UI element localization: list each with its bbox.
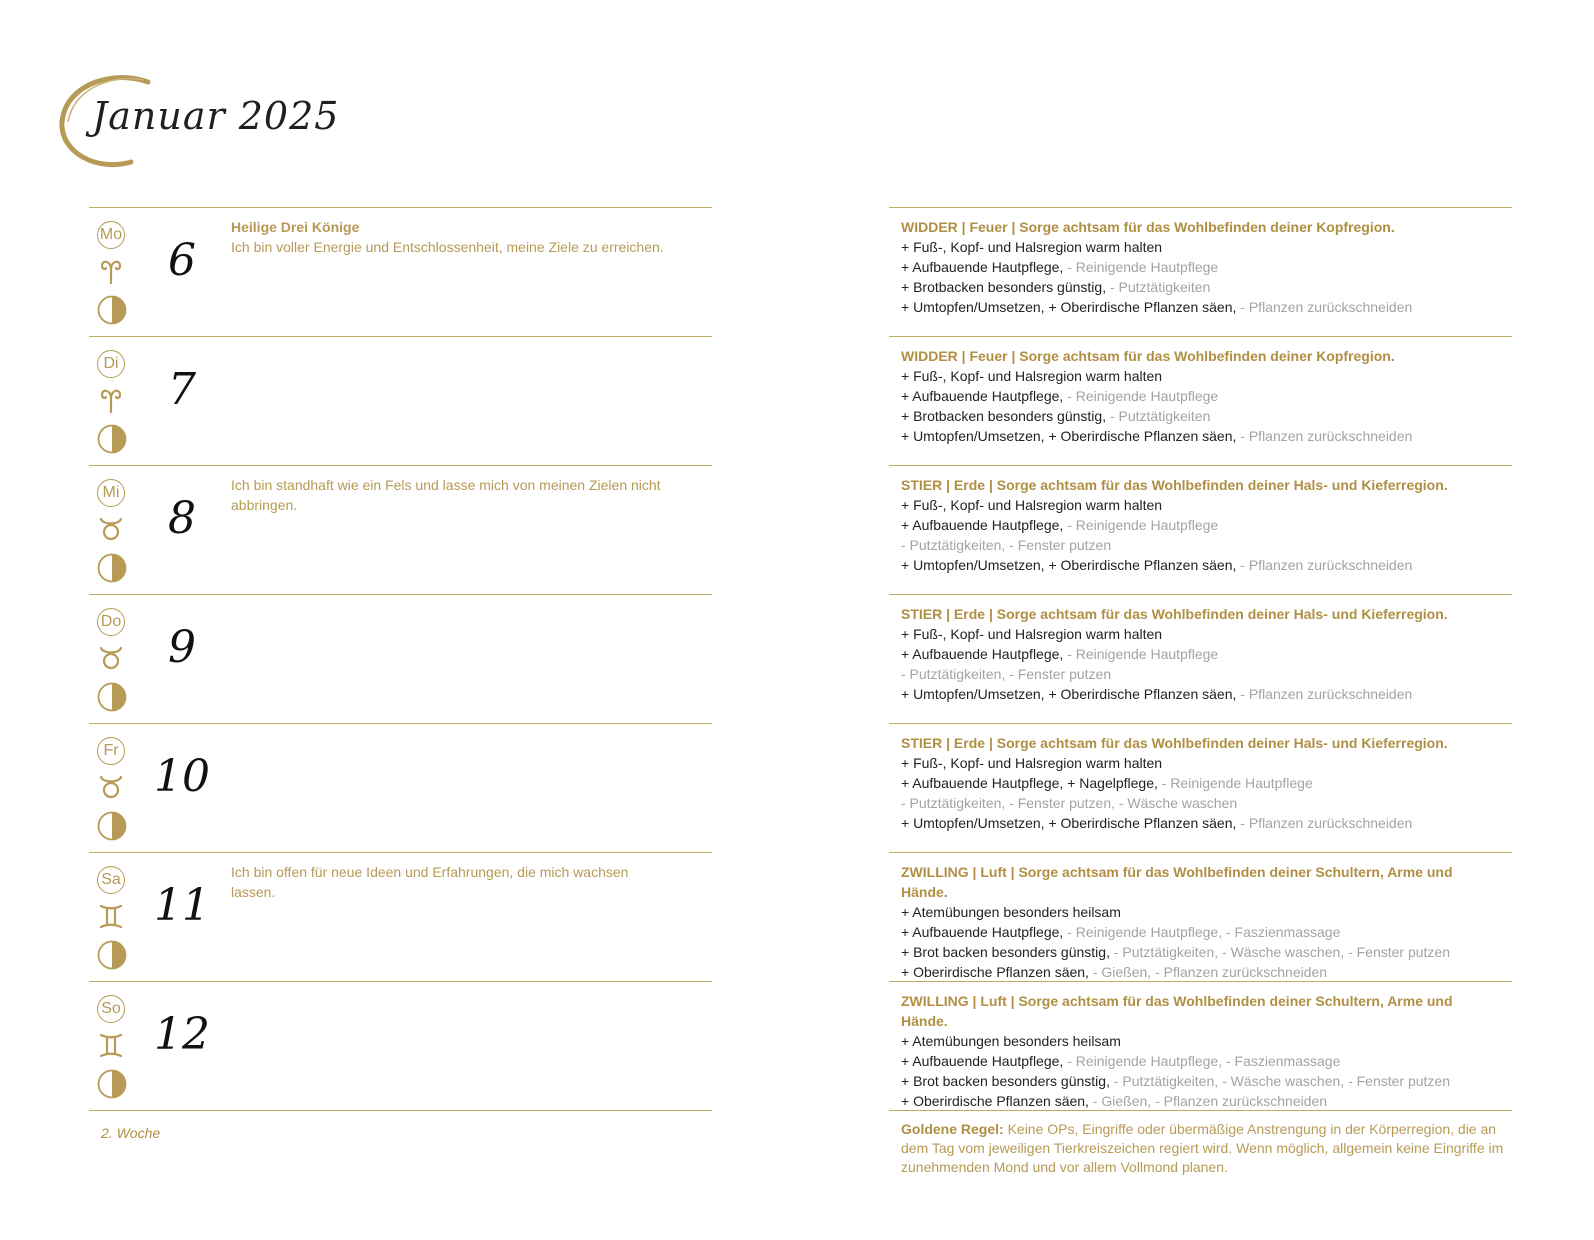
day-note — [231, 217, 671, 257]
favorable-text: + Fuß-, Kopf- und Halsregion warm halten — [901, 626, 1163, 642]
favorable-text: + Brotbacken besonders günstig, — [901, 279, 1107, 295]
recommendation-line — [901, 277, 1500, 297]
recommendation-line — [901, 515, 1500, 535]
favorable-text: + Brotbacken besonders günstig, — [901, 408, 1107, 424]
affirmation-text: Ich bin standhaft wie ein Fels und lasse mich von meinen Zielen nicht abbringen. — [231, 477, 661, 513]
avoid-text: - Reinigende Hautpflege — [1063, 646, 1219, 662]
day-number: 7 — [168, 364, 196, 415]
day-note — [231, 862, 671, 902]
waxing-half-moon-icon — [97, 940, 127, 970]
avoid-text: - Putztätigkeiten, - Fenster putzen, - Wäsche waschen — [901, 795, 1238, 811]
recommendation-line — [901, 684, 1500, 704]
weekday-badge: Di — [97, 350, 125, 378]
recommendation-line — [901, 962, 1500, 982]
favorable-text: + Fuß-, Kopf- und Halsregion warm halten — [901, 497, 1163, 513]
recommendation-line — [901, 366, 1500, 386]
weekday-badge: Mi — [97, 479, 125, 507]
recommendation-line — [901, 624, 1500, 644]
recommendation-line — [901, 813, 1500, 833]
waxing-half-moon-icon — [97, 553, 127, 583]
favorable-text: + Fuß-, Kopf- und Halsregion warm halten — [901, 755, 1163, 771]
zodiac-heading: ZWILLING | Luft | Sorge achtsam für das Wohlbefinden deiner Schultern, Arme und Hände. — [901, 864, 1453, 900]
taurus-icon — [97, 515, 125, 543]
favorable-text: + Aufbauende Hautpflege, — [901, 517, 1064, 533]
day-number: 9 — [168, 622, 196, 673]
gemini-icon — [97, 1031, 125, 1059]
day-row — [89, 981, 712, 1110]
favorable-text: + Aufbauende Hautpflege, — [901, 1053, 1064, 1069]
favorable-text: + Aufbauende Hautpflege, — [901, 646, 1064, 662]
favorable-text: + Brot backen besonders günstig, — [901, 944, 1110, 960]
golden-rule — [901, 1120, 1511, 1177]
recommendation-line — [901, 644, 1500, 664]
page-title: Januar 2025 — [92, 94, 340, 138]
favorable-text: + Atemübungen besonders heilsam — [901, 1033, 1121, 1049]
golden-rule-label: Goldene Regel: — [901, 1121, 1004, 1137]
recommendation-line — [901, 555, 1500, 575]
favorable-text: + Umtopfen/Umsetzen, + Oberirdische Pflanzen säen, — [901, 686, 1237, 702]
day-number: 8 — [168, 493, 196, 544]
recommendation-line — [901, 535, 1500, 555]
favorable-text: + Oberirdische Pflanzen säen, — [901, 964, 1089, 980]
aries-icon — [97, 257, 125, 285]
gemini-icon — [97, 902, 125, 930]
waxing-half-moon-icon — [97, 682, 127, 712]
avoid-text: - Putztätigkeiten, - Fenster putzen — [901, 537, 1112, 553]
zodiac-info-block — [889, 852, 1512, 981]
recommendation-line — [901, 297, 1500, 317]
waxing-half-moon-icon — [97, 295, 127, 325]
avoid-text: - Gießen, - Pflanzen zurückschneiden — [1088, 1093, 1328, 1109]
affirmation-text: Ich bin voller Energie und Entschlossenheit, meine Ziele zu erreichen. — [231, 239, 664, 255]
favorable-text: + Umtopfen/Umsetzen, + Oberirdische Pflanzen säen, — [901, 557, 1237, 573]
weekday-badge: So — [97, 995, 125, 1023]
day-note — [231, 475, 671, 515]
avoid-text: - Reinigende Hautpflege, - Faszienmassage — [1063, 1053, 1341, 1069]
day-row — [89, 723, 712, 852]
aries-icon — [97, 386, 125, 414]
day-number: 11 — [154, 880, 210, 931]
taurus-icon — [97, 644, 125, 672]
avoid-text: - Reinigende Hautpflege — [1063, 259, 1219, 275]
day-number: 12 — [154, 1009, 210, 1060]
avoid-text: - Putztätigkeiten — [1106, 408, 1211, 424]
zodiac-heading: STIER | Erde | Sorge achtsam für das Wohlbefinden deiner Hals- und Kieferregion. — [901, 477, 1448, 493]
taurus-icon — [97, 773, 125, 801]
holiday-label: Heilige Drei Könige — [231, 219, 360, 235]
day-row — [89, 852, 712, 981]
avoid-text: - Reinigende Hautpflege — [1157, 775, 1313, 791]
recommendation-line — [901, 753, 1500, 773]
waxing-half-moon-icon — [97, 424, 127, 454]
avoid-text: - Gießen, - Pflanzen zurückschneiden — [1088, 964, 1328, 980]
avoid-text: - Pflanzen zurückschneiden — [1236, 428, 1413, 444]
day-row — [89, 594, 712, 723]
zodiac-info-block — [889, 723, 1512, 852]
day-number: 10 — [154, 751, 210, 802]
day-row — [89, 207, 712, 336]
avoid-text: - Putztätigkeiten, - Wäsche waschen, - Fenster putzen — [1109, 944, 1451, 960]
avoid-text: - Pflanzen zurückschneiden — [1236, 557, 1413, 573]
zodiac-info-block — [889, 465, 1512, 594]
month-title-block — [56, 72, 340, 172]
favorable-text: + Fuß-, Kopf- und Halsregion warm halten — [901, 239, 1163, 255]
recommendation-line — [901, 406, 1500, 426]
recommendation-line — [901, 1071, 1500, 1091]
recommendation-line — [901, 495, 1500, 515]
weekday-badge: Do — [97, 608, 125, 636]
zodiac-info-block — [889, 594, 1512, 723]
avoid-text: - Putztätigkeiten, - Fenster putzen — [901, 666, 1112, 682]
favorable-text: + Aufbauende Hautpflege, + Nagelpflege, — [901, 775, 1158, 791]
avoid-text: - Pflanzen zurückschneiden — [1236, 686, 1413, 702]
recommendation-line — [901, 773, 1500, 793]
recommendation-line — [901, 1051, 1500, 1071]
day-number: 6 — [168, 235, 196, 286]
recommendation-line — [901, 664, 1500, 684]
week-label: 2. Woche — [101, 1125, 161, 1141]
avoid-text: - Pflanzen zurückschneiden — [1236, 815, 1413, 831]
favorable-text: + Oberirdische Pflanzen säen, — [901, 1093, 1089, 1109]
avoid-text: - Reinigende Hautpflege — [1063, 388, 1219, 404]
zodiac-info-block — [889, 981, 1512, 1110]
recommendation-line — [901, 237, 1500, 257]
zodiac-info-block — [889, 336, 1512, 465]
day-row — [89, 336, 712, 465]
avoid-text: - Reinigende Hautpflege, - Faszienmassage — [1063, 924, 1341, 940]
waxing-half-moon-icon — [97, 1069, 127, 1099]
day-row — [89, 465, 712, 594]
favorable-text: + Aufbauende Hautpflege, — [901, 259, 1064, 275]
recommendation-line — [901, 902, 1500, 922]
affirmation-text: Ich bin offen für neue Ideen und Erfahrungen, die mich wachsen lassen. — [231, 864, 629, 900]
favorable-text: + Umtopfen/Umsetzen, + Oberirdische Pflanzen säen, — [901, 815, 1237, 831]
zodiac-heading: WIDDER | Feuer | Sorge achtsam für das Wohlbefinden deiner Kopfregion. — [901, 348, 1395, 364]
favorable-text: + Brot backen besonders günstig, — [901, 1073, 1110, 1089]
zodiac-heading: WIDDER | Feuer | Sorge achtsam für das Wohlbefinden deiner Kopfregion. — [901, 219, 1395, 235]
recommendation-line — [901, 942, 1500, 962]
favorable-text: + Atemübungen besonders heilsam — [901, 904, 1121, 920]
recommendation-line — [901, 426, 1500, 446]
recommendation-line — [901, 793, 1500, 813]
recommendation-line — [901, 1091, 1500, 1111]
zodiac-heading: STIER | Erde | Sorge achtsam für das Wohlbefinden deiner Hals- und Kieferregion. — [901, 735, 1448, 751]
avoid-text: - Putztätigkeiten, - Wäsche waschen, - Fenster putzen — [1109, 1073, 1451, 1089]
recommendation-line — [901, 922, 1500, 942]
weekday-badge: Fr — [97, 737, 125, 765]
left-divider — [89, 1110, 712, 1111]
golden-rule-text: Keine OPs, Eingriffe oder übermäßige Anstrengung in der Körperregion, die an dem Tag vom jeweiligen Tierkreiszeichen regiert wird. Wenn möglich, allgemein keine Eingriffe im zunehmenden Mond und vor allem Vollmond planen. — [901, 1121, 1504, 1175]
favorable-text: + Aufbauende Hautpflege, — [901, 388, 1064, 404]
weekday-badge: Sa — [97, 866, 125, 894]
waxing-half-moon-icon — [97, 811, 127, 841]
recommendation-line — [901, 386, 1500, 406]
favorable-text: + Aufbauende Hautpflege, — [901, 924, 1064, 940]
weekday-badge: Mo — [97, 221, 125, 249]
zodiac-heading: ZWILLING | Luft | Sorge achtsam für das Wohlbefinden deiner Schultern, Arme und Hände. — [901, 993, 1453, 1029]
favorable-text: + Fuß-, Kopf- und Halsregion warm halten — [901, 368, 1163, 384]
avoid-text: - Reinigende Hautpflege — [1063, 517, 1219, 533]
recommendation-line — [901, 1031, 1500, 1051]
zodiac-heading: STIER | Erde | Sorge achtsam für das Wohlbefinden deiner Hals- und Kieferregion. — [901, 606, 1448, 622]
zodiac-info-block — [889, 207, 1512, 336]
favorable-text: + Umtopfen/Umsetzen, + Oberirdische Pflanzen säen, — [901, 299, 1237, 315]
avoid-text: - Putztätigkeiten — [1106, 279, 1211, 295]
avoid-text: - Pflanzen zurückschneiden — [1236, 299, 1413, 315]
favorable-text: + Umtopfen/Umsetzen, + Oberirdische Pflanzen säen, — [901, 428, 1237, 444]
recommendation-line — [901, 257, 1500, 277]
